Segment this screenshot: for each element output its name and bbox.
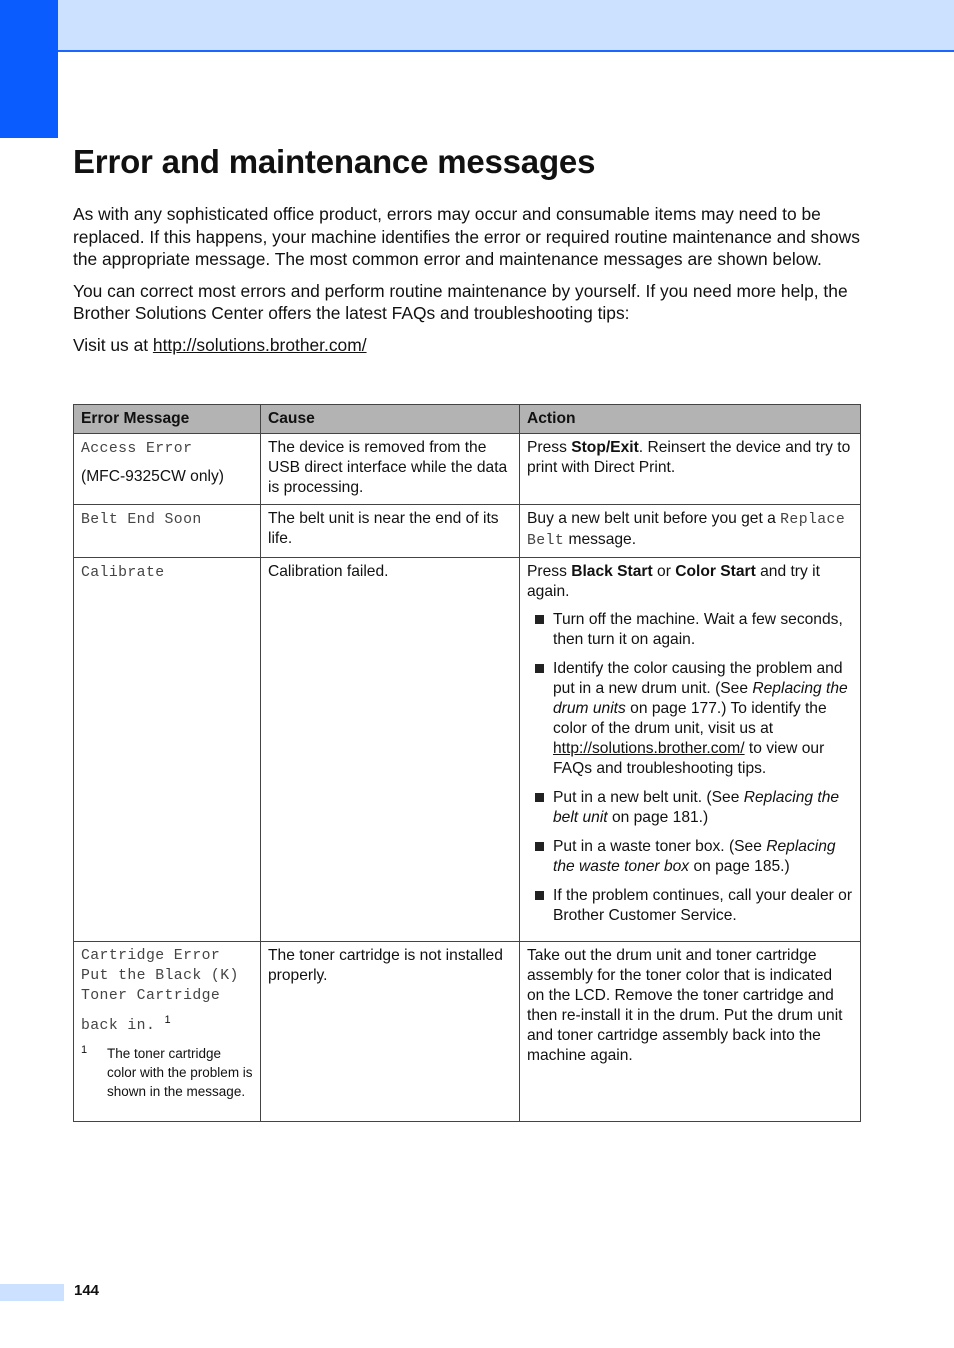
list-item	[535, 659, 853, 779]
header-cause: Cause	[261, 405, 520, 434]
cause-cell: Calibration failed.	[261, 558, 520, 942]
error-code-line-last	[81, 1010, 253, 1036]
action-fragment: and try it again.	[527, 563, 820, 600]
action-text	[527, 562, 853, 602]
action-cell	[520, 505, 861, 558]
step-text: Put in a waste toner box. (See	[553, 838, 767, 855]
step-text: on page 177.) To identify the color of the drum unit, visit us at	[553, 700, 827, 737]
step-text: Put in a new belt unit. (See	[553, 789, 744, 806]
footnote-number: 1	[81, 1043, 88, 1056]
intro-paragraph-2: You can correct most errors and perform routine maintenance by yourself. If you need more help, the Brother Solutions Center offers the latest FAQs and troubleshooting tips:	[73, 280, 848, 323]
intro-text	[73, 203, 863, 365]
step-text: on page 181.)	[607, 809, 709, 826]
chapter-tab	[0, 0, 58, 138]
action-steps	[527, 610, 853, 926]
cause-cell: The device is removed from the USB direct interface while the data is processing.	[261, 434, 520, 505]
footnote-ref: 1	[164, 1014, 172, 1026]
square-bullet-icon	[535, 891, 544, 900]
footer-band	[0, 1284, 64, 1301]
list-item	[535, 837, 853, 877]
error-code: Access Error	[81, 441, 193, 457]
action-cell	[520, 434, 861, 505]
square-bullet-icon	[535, 842, 544, 851]
error-code-line: Toner Cartridge	[81, 988, 221, 1004]
lcd-message: Replace Belt	[527, 512, 846, 549]
error-message-cell	[74, 558, 261, 942]
error-code	[81, 946, 253, 1036]
footnote-text: The toner cartridge color with the problem is shown in the message.	[107, 1045, 253, 1099]
error-message-cell	[74, 434, 261, 505]
step-text: If the problem continues, call your dealer or Brother Customer Service.	[553, 887, 853, 924]
cross-reference: Replacing the belt unit	[553, 789, 840, 826]
error-message-cell	[74, 505, 261, 558]
table-row	[74, 558, 861, 942]
action-text: message.	[564, 531, 637, 548]
table-row	[74, 505, 861, 558]
intro-paragraph-1: As with any sophisticated office product, errors may occur and consumable items may need to be replaced. If this happens, your machine identifies the error or required routine maintenance and shows the appropriate message. The most common error and maintenance messages are shown below.	[73, 204, 860, 269]
solutions-link[interactable]: http://solutions.brother.com/	[152, 334, 367, 355]
key-name: Color Start	[675, 563, 756, 580]
square-bullet-icon	[535, 664, 544, 673]
error-code-line: back in.	[81, 1017, 156, 1034]
step-text: to view our FAQs and troubleshooting tips.	[553, 740, 825, 777]
action-text: . Reinsert the device and try to print with Direct Print.	[527, 439, 851, 476]
action-text: Press	[527, 439, 572, 456]
error-code: Calibrate	[81, 565, 165, 581]
key-name: Stop/Exit	[571, 439, 639, 456]
cross-reference: Replacing the waste toner box	[553, 838, 836, 875]
error-code: Belt End Soon	[81, 512, 202, 528]
page-title: Error and maintenance messages	[73, 143, 596, 180]
visit-prefix: Visit us at	[73, 334, 153, 355]
table-row	[74, 434, 861, 505]
table-row	[74, 942, 861, 1122]
cause-cell: The toner cartridge is not installed properly.	[261, 942, 520, 1122]
action-cell	[520, 558, 861, 942]
list-item	[535, 788, 853, 828]
step-text: on page 185.)	[689, 858, 790, 875]
action-cell: Take out the drum unit and toner cartridge assembly for the toner color that is indicated on the LCD. Remove the toner cartridge and then re-install it in the drum. Put the drum unit and toner cartridge assembly back into the machine again.	[520, 942, 861, 1122]
list-item	[535, 886, 853, 926]
cause-cell: The belt unit is near the end of its life.	[261, 505, 520, 558]
cross-reference: Replacing the drum units	[553, 680, 848, 717]
model-note: (MFC-9325CW only)	[81, 468, 224, 485]
action-text: Buy a new belt unit before you get a	[527, 510, 781, 527]
list-item	[535, 610, 853, 650]
step-text: Turn off the machine. Wait a few seconds, then turn it on again.	[553, 611, 843, 648]
header-error-message: Error Message	[74, 405, 261, 434]
footnote	[81, 1044, 253, 1101]
visit-line	[73, 334, 863, 357]
key-name: Black Start	[571, 563, 653, 580]
square-bullet-icon	[535, 615, 544, 624]
square-bullet-icon	[535, 793, 544, 802]
table-header-row	[74, 405, 861, 434]
action-fragment: Press	[527, 563, 572, 580]
page-number: 144	[74, 1282, 100, 1299]
header-band	[0, 0, 954, 52]
solutions-link[interactable]: http://solutions.brother.com/	[553, 740, 745, 757]
step-text: Identify the color causing the problem and put in a new drum unit. (See	[553, 660, 843, 697]
error-message-table	[73, 404, 861, 1122]
header-action: Action	[520, 405, 861, 434]
error-code-line: Put the Black (K)	[81, 968, 239, 984]
error-message-cell	[74, 942, 261, 1122]
error-code-line: Cartridge Error	[81, 948, 221, 964]
action-fragment: or	[652, 563, 676, 580]
